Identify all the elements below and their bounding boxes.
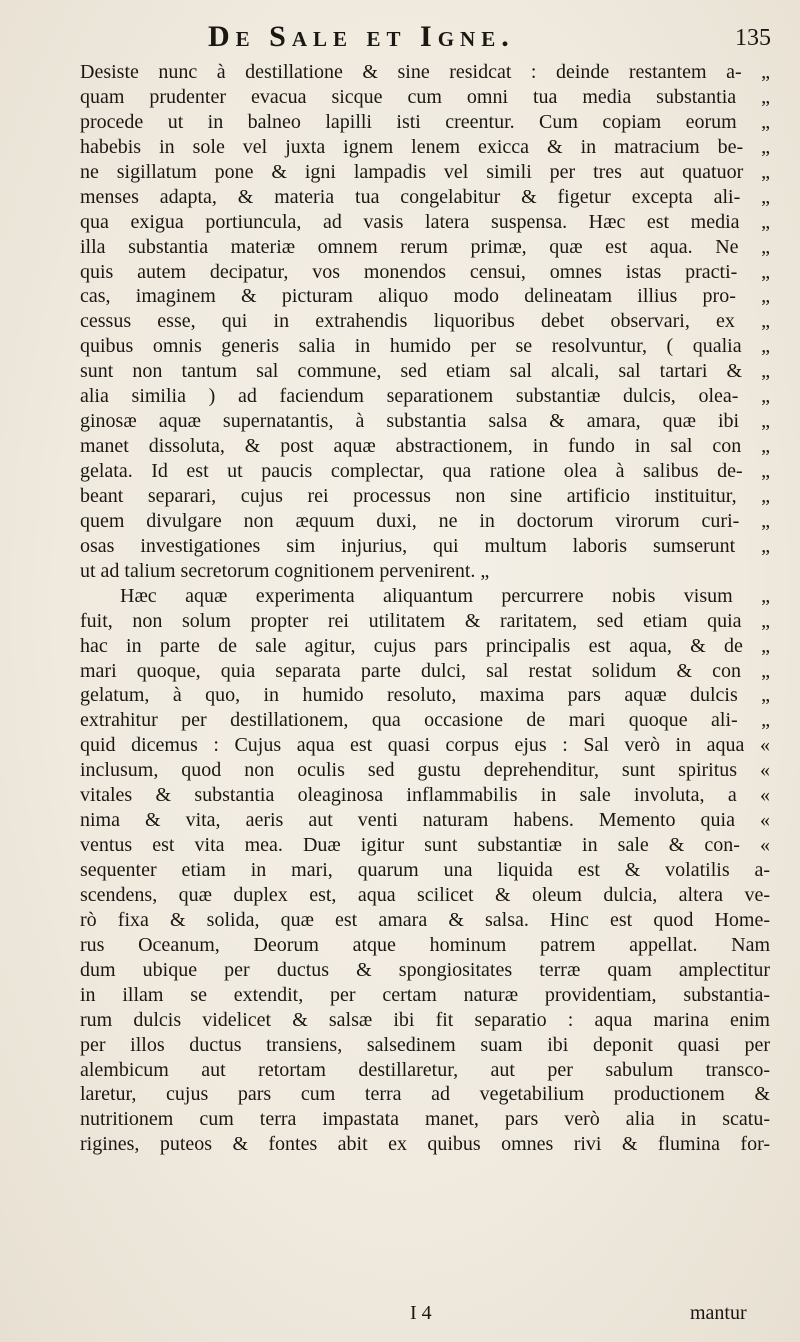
text-line: alia similia ) ad faciendum separationem substantiæ dulcis, olea- „ [80,385,770,408]
text-line: ut ad talium secretorum cognitionem pervenirent. „ [80,559,490,582]
text-line: procede ut in balneo lapilli isti creentur. Cum copiam eorum „ [80,110,770,133]
text-line: sunt non tantum sal commune, sed etiam sal alcali, sal tartari & „ [80,360,770,383]
text-line: alembicum aut retortam destillaretur, aut per sabulum transco- [80,1058,770,1081]
text-line: inclusum, quod non oculis sed gustu deprehenditur, sunt spiritus « [80,759,770,782]
text-line: osas investigationes sim injurius, qui multum laboris sumserunt „ [80,534,770,557]
text-line: quis autem decipatur, vos monendos censui, omnes istas practi- „ [80,260,770,283]
text-line: quid dicemus : Cujus aqua est quasi corpus ejus : Sal verò in aqua « [80,734,770,757]
text-line: ginosæ aquæ supernatantis, à substantia salsa & amara, quæ ibi „ [80,410,770,433]
text-line: manet dissoluta, & post aquæ abstractionem, in fundo in sal con „ [80,435,770,458]
text-line: in illam se extendit, per certam naturæ providentiam, substantia- [80,983,770,1006]
page-number: 135 [735,25,771,51]
text-line: Hæc aquæ experimenta aliquantum percurrere nobis visum „ [120,584,770,607]
text-line: sequenter etiam in mari, quarum una liquida est & volatilis a- [80,859,770,881]
text-line: rigines, puteos & fontes abit ex quibus omnes rivi & flumina for- [80,1133,770,1156]
page-footer [0,1302,800,1330]
text-line: mari quoque, quia separata parte dulci, sal restat solidum & con „ [80,659,770,682]
text-line: quam prudenter evacua sicque cum omni tua media substantia „ [80,85,770,108]
text-line: laretur, cujus pars cum terra ad vegetabilium productionem & [80,1083,770,1106]
page-header [0,20,800,60]
text-line: per illos ductus transiens, salsedinem suam ibi deponit quasi per [80,1033,770,1056]
text-line: menses adapta, & materia tua congelabitur & figetur excepta ali- „ [80,185,770,208]
catchword: mantur [690,1302,747,1324]
text-line: scendens, quæ duplex est, aqua scilicet & oleum dulcia, altera ve- [80,883,770,906]
text-line: habebis in sole vel juxta ignem lenem exicca & in matracium be- „ [80,135,770,158]
text-line: rus Oceanum, Deorum atque hominum patrem appellat. Nam [80,933,770,956]
text-line: rum dulcis videlicet & salsæ ibi fit separatio : aqua marina enim [80,1008,770,1031]
text-line: cessus esse, qui in extrahendis liquoribus debet observari, ex „ [80,310,770,333]
text-line: rò fixa & solida, quæ est amara & salsa. Hinc est quod Home- [80,908,770,931]
body-text [80,60,770,1157]
text-line: Desiste nunc à destillatione & sine residcat : deinde restantem a- „ [80,61,770,83]
text-line: ne sigillatum pone & igni lampadis vel simili per tres aut quatuor „ [80,160,770,183]
text-line: quem divulgare non æquum duxi, ne in doctorum virorum curi- „ [80,509,770,532]
text-line: extrahitur per destillationem, qua occasione de mari quoque ali- „ [80,709,770,732]
signature-mark: I 4 [410,1302,432,1324]
running-head: De Sale et Igne. [208,20,515,53]
text-line: fuit, non solum propter rei utilitatem & raritatem, sed etiam quia „ [80,609,770,632]
text-line: nima & vita, aeris aut venti naturam habens. Memento quia « [80,809,770,832]
text-line: ventus est vita mea. Duæ igitur sunt substantiæ in sale & con- « [80,834,770,857]
text-line: illa substantia materiæ omnem rerum primæ, quæ est aqua. Ne „ [80,235,770,258]
text-line: beant separari, cujus rei processus non sine artificio instituitur, „ [80,484,770,507]
text-line: dum ubique per ductus & spongiositates terræ quam amplectitur [80,958,770,981]
text-line: qua exigua portiuncula, ad vasis latera suspensa. Hæc est media „ [80,210,770,233]
text-line: vitales & substantia oleaginosa inflammabilis in sale involuta, a « [80,784,770,807]
text-line: nutritionem cum terra impastata manet, pars verò alia in scatu- [80,1108,770,1131]
text-line: quibus omnis generis salia in humido per se resolvuntur, ( qualia „ [80,335,770,358]
text-line: gelata. Id est ut paucis complectar, qua ratione olea à salibus de- „ [80,460,770,482]
text-line: cas, imaginem & picturam aliquo modo delineatam illius pro- „ [80,285,770,308]
text-line: gelatum, à quo, in humido resoluto, maxima pars aquæ dulcis „ [80,684,770,707]
text-line: hac in parte de sale agitur, cujus pars principalis est aqua, & de „ [80,634,770,657]
